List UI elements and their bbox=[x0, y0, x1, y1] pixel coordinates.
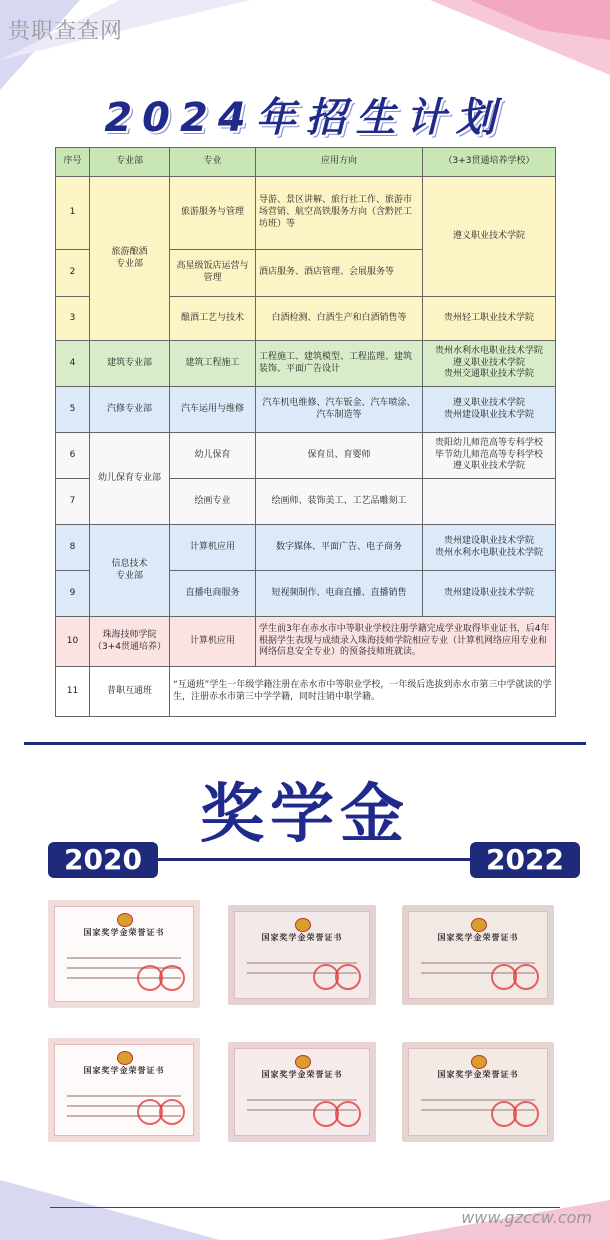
header-dept: 专业部 bbox=[90, 148, 170, 177]
certificate-title: 国家奖学金荣誉证书 bbox=[437, 933, 519, 942]
seal-icon bbox=[335, 964, 361, 990]
row-school bbox=[423, 479, 556, 525]
seal-icon bbox=[513, 964, 539, 990]
year-connector-line bbox=[158, 858, 470, 861]
row-school: 贵州建设职业技术学院 bbox=[423, 571, 556, 617]
row-major: 旅游服务与管理 bbox=[170, 177, 256, 250]
row-direction: 汽车机电维修、汽车钣金、汽车喷涂、汽车制造等 bbox=[256, 387, 423, 433]
row-direction: 绘画师、装饰美工、工艺品雕刻工 bbox=[256, 479, 423, 525]
section-divider bbox=[24, 742, 586, 745]
watermark-top: 贵职查查网 bbox=[8, 19, 124, 44]
row-direction: 数字媒体、平面广告、电子商务 bbox=[256, 525, 423, 571]
row-dept: 珠海技师学院 （3+4贯通培养） bbox=[90, 617, 170, 667]
row-direction: 导游、景区讲解、旅行社工作、旅游市场营销、航空高铁服务方向（含黔匠工坊班）等 bbox=[256, 177, 423, 250]
header-major: 专业 bbox=[170, 148, 256, 177]
row-no: 10 bbox=[56, 617, 90, 667]
national-emblem-icon bbox=[471, 1055, 487, 1069]
table-row bbox=[56, 617, 556, 667]
row-major: 汽车运用与维修 bbox=[170, 387, 256, 433]
row-school: 贵州建设职业技术学院 贵州水利水电职业技术学院 bbox=[423, 525, 556, 571]
row-merged-description: “互通班”学生一年级学籍注册在赤水市中等职业学校，一年级后选拔到赤水市第三中学就读的学生，注册赤水市第三中学学籍，同时注销中职学籍。 bbox=[170, 667, 556, 717]
scholarship-certificate bbox=[228, 905, 376, 1005]
seal-icon bbox=[335, 1101, 361, 1127]
national-emblem-icon bbox=[117, 1051, 133, 1065]
header-school: （3+3贯通培养学校） bbox=[423, 148, 556, 177]
row-dept: 幼儿保育专业部 bbox=[90, 433, 170, 525]
row-dept: 普职互通班 bbox=[90, 667, 170, 717]
table-row bbox=[56, 667, 556, 717]
scholarship-title: 奖学金 bbox=[200, 778, 410, 852]
row-major: 计算机应用 bbox=[170, 617, 256, 667]
seal-icon bbox=[513, 1101, 539, 1127]
seal-icon bbox=[159, 1099, 185, 1125]
table-row bbox=[56, 387, 556, 433]
watermark-bottom: www.gzccw.com bbox=[461, 1208, 592, 1227]
row-no: 5 bbox=[56, 387, 90, 433]
certificate-title: 国家奖学金荣誉证书 bbox=[437, 1070, 519, 1079]
row-major: 酿酒工艺与技术 bbox=[170, 297, 256, 341]
row-school: 贵阳幼儿师范高等专科学校 毕节幼儿师范高等专科学校 遵义职业技术学院 bbox=[423, 433, 556, 479]
certificate-title: 国家奖学金荣誉证书 bbox=[261, 933, 343, 942]
row-merged-description: 学生前3年在赤水市中等职业学校注册学籍完成学业取得毕业证书，后4年根据学生表现与成绩录入珠海技师学院相应专业（计算机网络应用专业和网络信息安全专业）的预备技师班就读。 bbox=[256, 617, 556, 667]
header-no: 序号 bbox=[56, 148, 90, 177]
row-major: 直播电商服务 bbox=[170, 571, 256, 617]
row-no: 11 bbox=[56, 667, 90, 717]
row-no: 1 bbox=[56, 177, 90, 250]
table-header-row bbox=[56, 148, 556, 177]
row-school: 遵义职业技术学院 bbox=[423, 177, 556, 297]
row-no: 3 bbox=[56, 297, 90, 341]
row-direction: 短视频制作、电商直播、直播销售 bbox=[256, 571, 423, 617]
year-start-badge: 2020 bbox=[48, 842, 158, 878]
row-direction: 酒店服务、酒店管理、会展服务等 bbox=[256, 250, 423, 297]
row-no: 9 bbox=[56, 571, 90, 617]
row-no: 7 bbox=[56, 479, 90, 525]
scholarship-certificate bbox=[48, 900, 200, 1008]
row-no: 4 bbox=[56, 341, 90, 387]
row-dept: 汽修专业部 bbox=[90, 387, 170, 433]
national-emblem-icon bbox=[471, 918, 487, 932]
row-direction: 保育员、育婴师 bbox=[256, 433, 423, 479]
header-direction: 应用方向 bbox=[256, 148, 423, 177]
certificate-title: 国家奖学金荣誉证书 bbox=[83, 928, 165, 937]
row-direction: 白酒检测、白酒生产和白酒销售等 bbox=[256, 297, 423, 341]
table-row bbox=[56, 525, 556, 571]
national-emblem-icon bbox=[295, 918, 311, 932]
row-school: 遵义职业技术学院 贵州建设职业技术学院 bbox=[423, 387, 556, 433]
table-row bbox=[56, 341, 556, 387]
row-major: 绘画专业 bbox=[170, 479, 256, 525]
row-school: 贵州轻工职业技术学院 bbox=[423, 297, 556, 341]
scholarship-certificate bbox=[402, 1042, 554, 1142]
enrollment-plan-table bbox=[55, 147, 556, 717]
row-direction: 工程施工、建筑模型、工程监理、建筑装饰、平面广告设计 bbox=[256, 341, 423, 387]
row-dept: 建筑专业部 bbox=[90, 341, 170, 387]
row-dept: 旅游酿酒 专业部 bbox=[90, 177, 170, 341]
table-row bbox=[56, 177, 556, 250]
seal-icon bbox=[159, 965, 185, 991]
row-school: 贵州水利水电职业技术学院 遵义职业技术学院 贵州交通职业技术学院 bbox=[423, 341, 556, 387]
row-major: 高星级饭店运营与管理 bbox=[170, 250, 256, 297]
plan-title: 2024年招生计划 bbox=[104, 95, 506, 141]
year-end-badge: 2022 bbox=[470, 842, 580, 878]
national-emblem-icon bbox=[295, 1055, 311, 1069]
row-major: 幼儿保育 bbox=[170, 433, 256, 479]
row-major: 计算机应用 bbox=[170, 525, 256, 571]
row-no: 6 bbox=[56, 433, 90, 479]
scholarship-certificate bbox=[228, 1042, 376, 1142]
row-major: 建筑工程施工 bbox=[170, 341, 256, 387]
certificate-title: 国家奖学金荣誉证书 bbox=[261, 1070, 343, 1079]
row-no: 2 bbox=[56, 250, 90, 297]
row-no: 8 bbox=[56, 525, 90, 571]
national-emblem-icon bbox=[117, 913, 133, 927]
row-dept: 信息技术 专业部 bbox=[90, 525, 170, 617]
scholarship-certificate bbox=[402, 905, 554, 1005]
certificate-title: 国家奖学金荣誉证书 bbox=[83, 1066, 165, 1075]
table-row bbox=[56, 433, 556, 479]
scholarship-certificate bbox=[48, 1038, 200, 1142]
